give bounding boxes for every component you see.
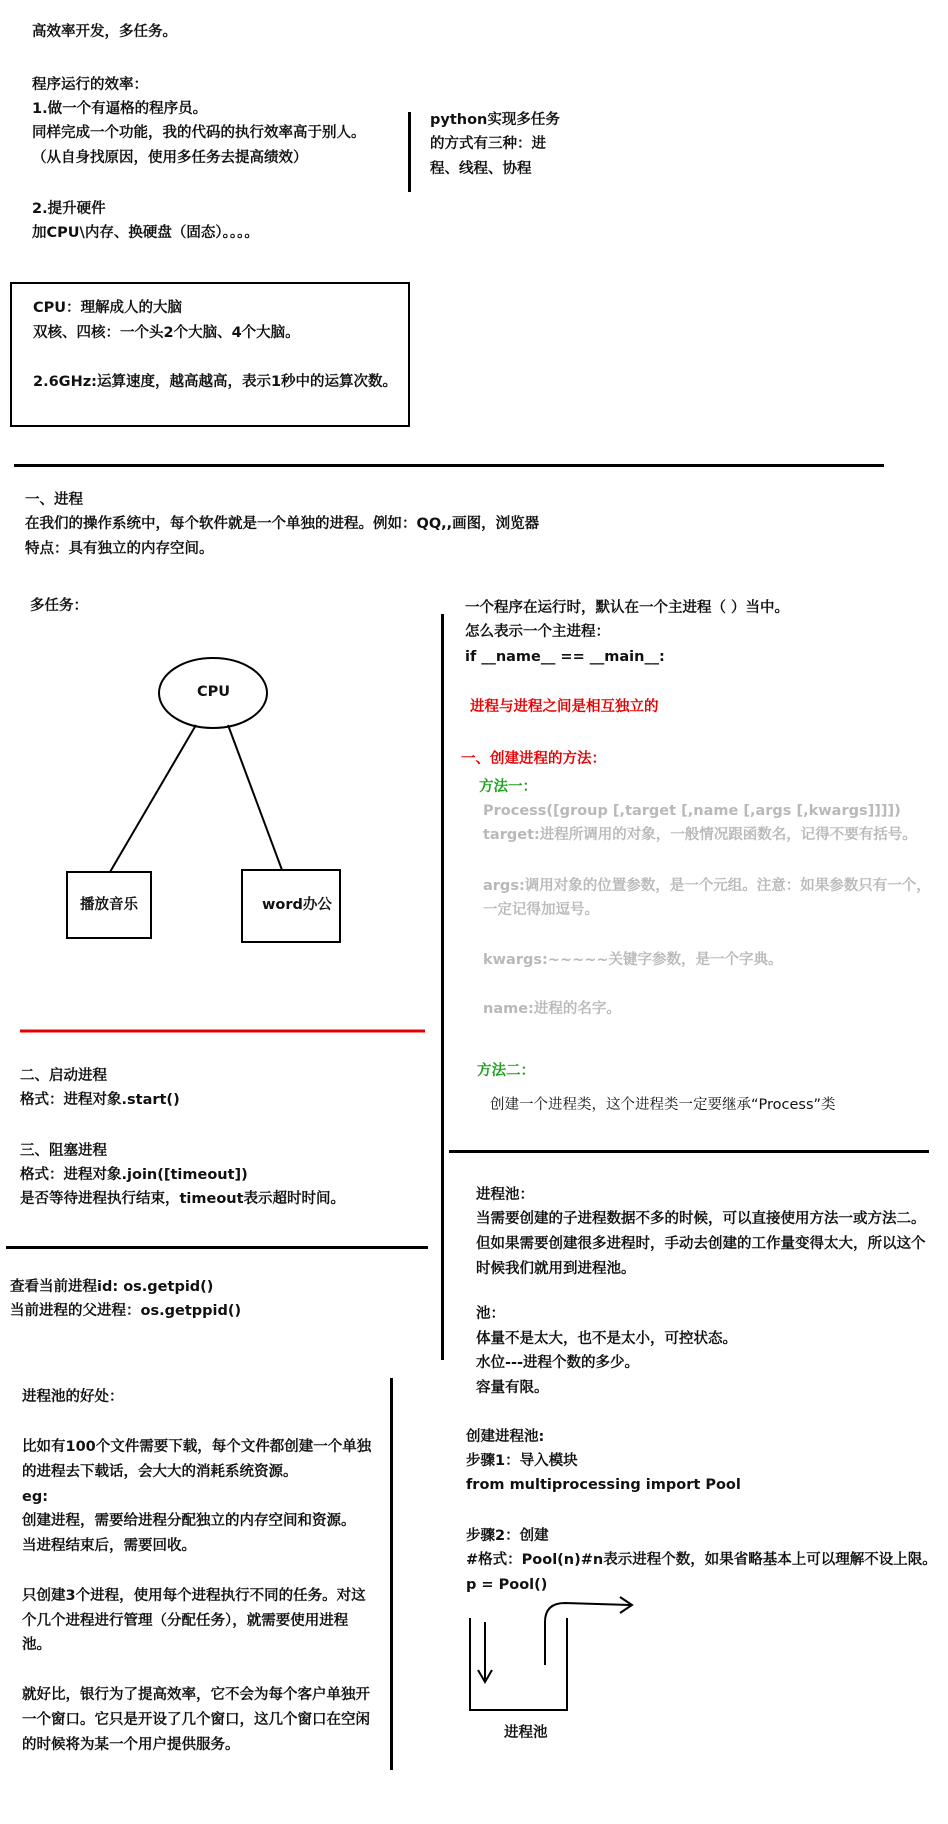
cpu-box-line-1: CPU：理解成人的大脑 [33,300,183,316]
kwargs-desc: kwargs:~~~~~关键字参数，是一个字典。 [483,952,783,968]
right-divider [449,1150,929,1153]
pool-create-heading: 创建进程池: [466,1429,545,1445]
benefits-p3-l2: 个几个进程进行管理（分配任务），就需要使用进程 [22,1613,349,1629]
point-2-desc: 加CPU\内存、换硬盘（固态）。。。。 [32,225,259,241]
benefits-p1-l2: 的进程去下载话，会大大的消耗系统资源。 [22,1464,298,1480]
pool-desc-2: 水位---进程个数的多少。 [476,1355,640,1371]
benefits-p4-l3: 的时候将为某一个用户提供服务。 [22,1737,240,1753]
independent-note: 进程与进程之间是相互独立的 [470,699,659,715]
start-heading: 二、启动进程 [20,1068,107,1084]
benefits-p4-l2: 一个窗口。它只是开设了几个窗口，这几个窗口在空闲 [22,1712,370,1728]
pool-desc-1: 体量不是太大，也不是太小，可控状态。 [476,1331,737,1347]
pool-intro-heading: 进程池： [476,1187,534,1203]
pool-right-arrow-shaft [545,1603,630,1665]
pool-diagram-label: 进程池 [504,1725,548,1741]
name-desc: name:进程的名字。 [483,1001,621,1017]
benefits-p2-l1: 创建进程，需要给进程分配独立的内存空间和资源。 [22,1513,356,1529]
multitask-label: 多任务： [30,598,88,614]
diagram-cpu-label: CPU [197,684,231,700]
target-desc: target:进程所调用的对象，一般情况跟函数名，记得不要有括号。 [483,827,917,843]
pool-intro-line-3: 时候我们就用到进程池。 [476,1261,636,1277]
left-divider [6,1246,428,1249]
pool-code: p = Pool() [466,1577,548,1593]
pool-desc-3: 容量有限。 [476,1380,549,1396]
benefits-p3-l3: 池。 [22,1637,51,1653]
cpu-box-line-3: 2.6GHz:运算速度，越高越高，表示1秒中的运算次数。 [33,374,398,390]
cpu-box-line-2: 双核、四核：一个头2个大脑、4个大脑。 [33,325,300,341]
pool-heading: 池： [476,1306,505,1322]
process-heading: 一、进程 [25,492,83,508]
benefits-p4-l1: 就好比，银行为了提高效率，它不会为每个客户单独开 [22,1687,370,1703]
diagram-music-label: 播放音乐 [80,897,138,913]
main-process-line-1: 一个程序在运行时，默认在一个主进程（ ）当中。 [465,600,790,616]
args-desc-2: 一定记得加逗号。 [483,902,599,918]
method-1-label: 方法一： [479,779,537,795]
main-process-line-3: if __name__ == __main__: [465,649,665,665]
efficiency-heading: 程序运行的效率： [32,77,148,93]
intro-title: 高效率开发，多任务。 [32,24,177,40]
diagram-word-label: word办公 [262,897,332,913]
benefits-p3-l1: 只创建3个进程，使用每个进程执行不同的任务。对这 [22,1588,366,1604]
pid-line-2: 当前进程的父进程：os.getppid() [10,1303,242,1319]
block-heading: 三、阻塞进程 [20,1143,107,1159]
point-2: 2.提升硬件 [32,201,106,217]
method-2-label: 方法二： [477,1063,535,1079]
method-2-desc: 创建一个进程类，这个进程类一定要继承“Process”类 [490,1097,836,1113]
create-heading: 一、创建进程的方法： [461,751,606,767]
side-note-line-2: 的方式有三种：进 [430,136,546,152]
benefits-p1-l1: 比如有100个文件需要下载，每个文件都创建一个单独 [22,1439,372,1455]
benefits-heading: 进程池的好处： [22,1389,124,1405]
point-1-desc: 同样完成一个功能，我的代码的执行效率高于别人。 [32,125,366,141]
block-format: 格式：进程对象.join([timeout]) [20,1167,248,1183]
point-1-note: （从自身找原因，使用多任务去提高绩效） [32,150,308,166]
args-desc-1: args:调用对象的位置参数，是一个元组。注意：如果参数只有一个， [483,878,931,894]
pool-create-step-1: 步骤1：导入模块 [466,1453,578,1469]
process-desc: 在我们的操作系统中，每个软件就是一个单独的进程。例如：QQ,,画图，浏览器 [25,516,540,532]
cpu-to-word-line [228,725,282,870]
point-1: 1.做一个有逼格的程序员。 [32,101,208,117]
process-feature: 特点：具有独立的内存空间。 [25,541,214,557]
pid-line-1: 查看当前进程id: os.getpid() [10,1279,214,1295]
main-column-divider [441,614,444,1360]
process-signature: Process([group [,target [,name [,args [,kwargs]]]]) [483,803,901,819]
side-note-line-3: 程、线程、协程 [430,161,532,177]
pool-intro-line-2: 但如果需要创建很多进程时，手动去创建的工作量变得太大，所以这个 [476,1236,926,1252]
pool-create-step-2: 步骤2：创建 [466,1528,549,1544]
side-note-line-1: python实现多任务 [430,112,560,128]
pool-intro-line-1: 当需要创建的子进程数据不多的时候，可以直接使用方法一或方法二。 [476,1211,926,1227]
cpu-to-music-line [110,725,196,872]
start-format: 格式：进程对象.start() [20,1092,180,1108]
bottom-column-divider [390,1378,393,1770]
block-desc: 是否等待进程执行结束，timeout表示超时时间。 [20,1191,346,1207]
pool-format: #格式：Pool(n)#n表示进程个数，如果省略基本上可以理解不设上限。 [466,1552,937,1568]
benefits-eg: eg: [22,1489,49,1505]
main-process-line-2: 怎么表示一个主进程： [465,624,610,640]
pool-import-line: from multiprocessing import Pool [466,1477,741,1493]
benefits-p2-l2: 当进程结束后，需要回收。 [22,1538,196,1554]
